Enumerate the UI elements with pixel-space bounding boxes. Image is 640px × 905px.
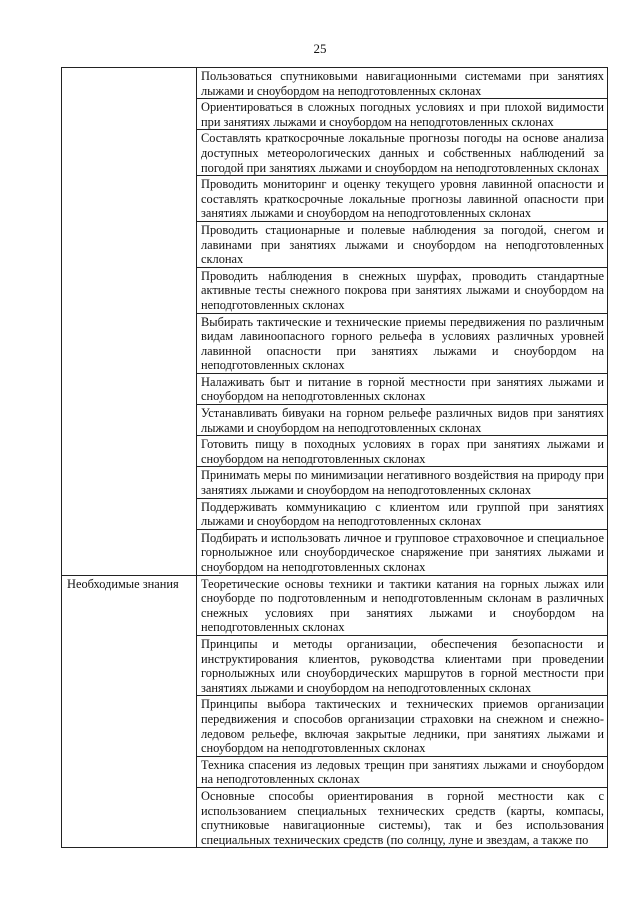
skill-item: Составлять краткосрочные локальные прогнозы погоды на основе анализа доступных метеорологических данных и собственных наблюдений за погодой при занятиях лыжами и сноубордом на неподготовленных склонах [197, 130, 608, 176]
knowledge-item: Теоретические основы техники и тактики катания на горных лыжах или сноуборде по подготовленным и неподготовленным склонам в различных снежных условиях при занятиях лыжами и сноубордом на неподготовленных склонах [197, 575, 608, 635]
skill-item: Выбирать тактические и технические приемы передвижения по различным видам лавиноопасного горного рельефа в условиях различных уровней лавинной опасности при занятиях лыжами и сноубордом на неподготовленных склонах [197, 313, 608, 373]
row-label-skills [62, 68, 197, 576]
table-row [62, 575, 608, 635]
row-label-knowledge: Необходимые знания [62, 575, 197, 848]
skill-item: Принимать меры по минимизации негативного воздействия на природу при занятиях лыжами и сноубордом на неподготовленных склонах [197, 467, 608, 498]
skill-item: Налаживать быт и питание в горной местности при занятиях лыжами и сноубордом на неподготовленных склонах [197, 373, 608, 404]
knowledge-item: Техника спасения из ледовых трещин при занятиях лыжами и сноубордом на неподготовленных склонах [197, 756, 608, 787]
skill-item: Устанавливать бивуаки на горном рельефе различных видов при занятиях лыжами и сноубордом на неподготовленных склонах [197, 405, 608, 436]
skill-item: Пользоваться спутниковыми навигационными системами при занятиях лыжами и сноубордом на неподготовленных склонах [197, 68, 608, 99]
knowledge-item: Основные способы ориентирования в горной местности как с использованием специальных технических средств (карты, компасы, спутниковые навигационные системы), так и без использования специальных технических средств (по солнцу, луне и звездам, а также по [197, 787, 608, 847]
skill-item: Ориентироваться в сложных погодных условиях и при плохой видимости при занятиях лыжами и сноубордом на неподготовленных склонах [197, 99, 608, 130]
competency-table [61, 67, 608, 848]
skill-item: Поддерживать коммуникацию с клиентом или группой при занятиях лыжами и сноубордом на неподготовленных склонах [197, 498, 608, 529]
skill-item: Проводить мониторинг и оценку текущего уровня лавинной опасности и составлять краткосрочные локальные прогнозы лавинной опасности при занятиях лыжами и сноубордом на неподготовленных склонах [197, 176, 608, 222]
skill-item: Подбирать и использовать личное и групповое страховочное и специальное горнолыжное или сноубордическое снаряжение при занятиях лыжами и сноубордом на неподготовленных склонах [197, 529, 608, 575]
skill-item: Проводить наблюдения в снежных шурфах, проводить стандартные активные тесты снежного покрова при занятиях лыжами и сноубордом на неподготовленных склонах [197, 267, 608, 313]
skill-item: Готовить пищу в походных условиях в горах при занятиях лыжами и сноубордом на неподготовленных склонах [197, 436, 608, 467]
page-number: 25 [313, 41, 327, 56]
knowledge-item: Принципы выбора тактических и технических приемов организации передвижения и способов организации страховки на снежном и снежно-ледовом рельефе, включая закрытые ледники, при занятиях лыжами и сноубордом на неподготовленных склонах [197, 696, 608, 756]
skill-item: Проводить стационарные и полевые наблюдения за погодой, снегом и лавинами при занятиях лыжами и сноубордом на неподготовленных склонах [197, 221, 608, 267]
table-row [62, 68, 608, 99]
knowledge-item: Принципы и методы организации, обеспечения безопасности и инструктирования клиентов, руководства клиентами при проведении горнолыжных или сноубордических маршрутов в горной местности при занятиях лыжами и сноубордом на неподготовленных склонах [197, 635, 608, 695]
